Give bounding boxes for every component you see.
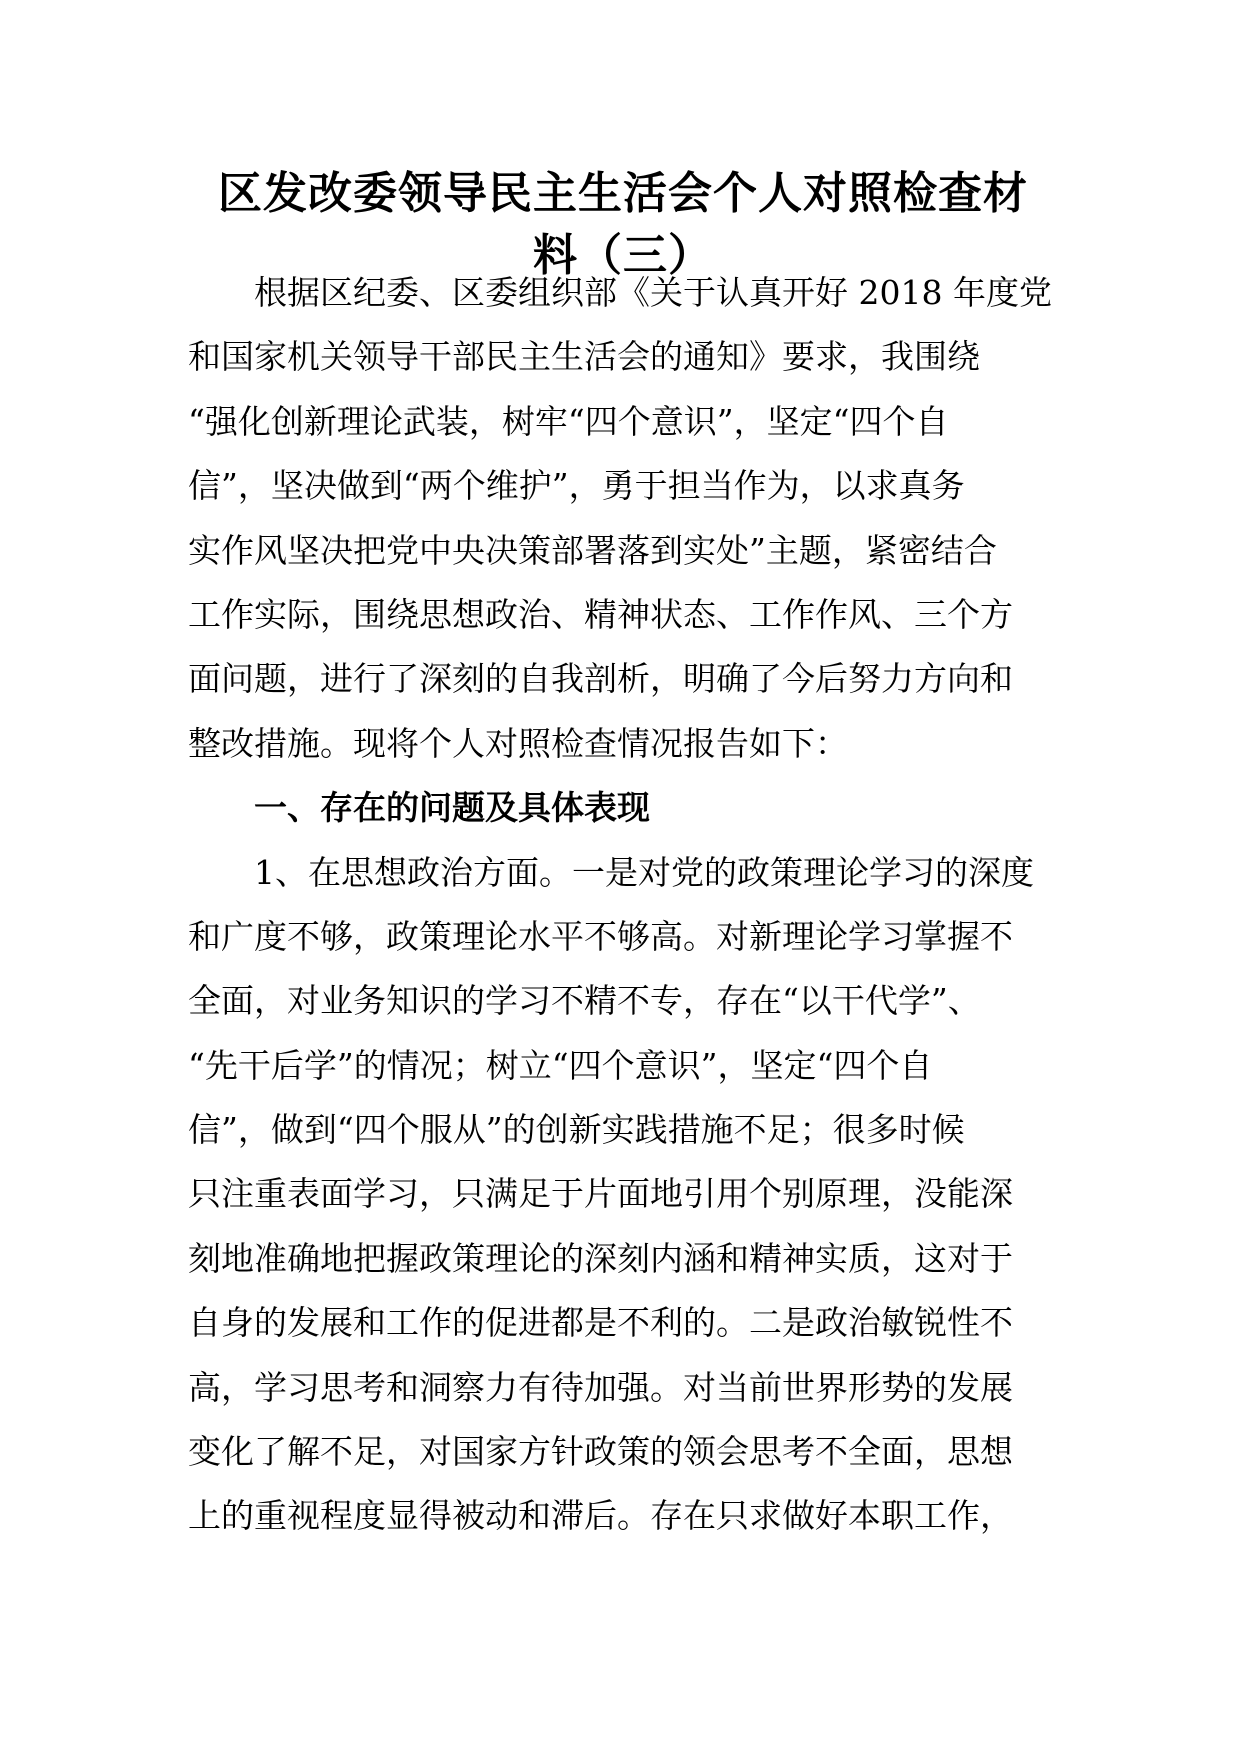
intro-line: “强化创新理论武装，树牢“四个意识”，坚定“四个自: [188, 401, 949, 441]
section-line: “先干后学”的情况；树立“四个意识”，坚定“四个自: [188, 1045, 933, 1085]
section-line: 自身的发展和工作的促进都是不利的。二是政治敏锐性不: [188, 1303, 1013, 1343]
intro-line: 根据区纪委、区委组织部《关于认真开好 2018 年度党: [254, 273, 1052, 312]
section-line: 全面，对业务知识的学习不精不专，存在“以干代学”、: [188, 981, 981, 1021]
title-line: 区发改委领导民主生活会个人对照检查材: [218, 168, 1028, 219]
intro-line: 面问题，进行了深刻的自我剖析，明确了今后努力方向和: [188, 659, 1013, 699]
section-line: 变化了解不足，对国家方针政策的领会思考不全面，思想: [188, 1432, 1013, 1472]
intro-line: 工作实际，围绕思想政治、精神状态、工作作风、三个方: [188, 594, 1013, 634]
section-line: 信”，做到“四个服从”的创新实践措施不足；很多时候: [188, 1110, 965, 1150]
section-line: 只注重表面学习，只满足于片面地引用个别原理，没能深: [188, 1174, 1013, 1214]
title-line: 料（三）: [533, 230, 713, 281]
section-line: 上的重视程度显得被动和滞后。存在只求做好本职工作，: [188, 1496, 1013, 1536]
intro-line: 信”，坚决做到“两个维护”，勇于担当作为，以求真务: [188, 466, 965, 506]
intro-line: 和国家机关领导干部民主生活会的通知》要求，我围绕: [188, 337, 980, 377]
section-heading: 一、存在的问题及具体表现: [254, 788, 650, 828]
document-body: [188, 261, 1058, 1549]
section-line: 和广度不够，政策理论水平不够高。对新理论学习掌握不: [188, 916, 1013, 956]
intro-line: 整改措施。现将个人对照检查情况报告如下：: [188, 723, 848, 763]
intro-line: 实作风坚决把党中央决策部署落到实处”主题，紧密结合: [188, 530, 997, 570]
section-line: 高，学习思考和洞察力有待加强。对当前世界形势的发展: [188, 1367, 1013, 1407]
section-line: 刻地准确地把握政策理论的深刻内涵和精神实质，这对于: [188, 1238, 1013, 1278]
section-line: 1、在思想政治方面。一是对党的政策理论学习的深度: [254, 852, 1034, 892]
